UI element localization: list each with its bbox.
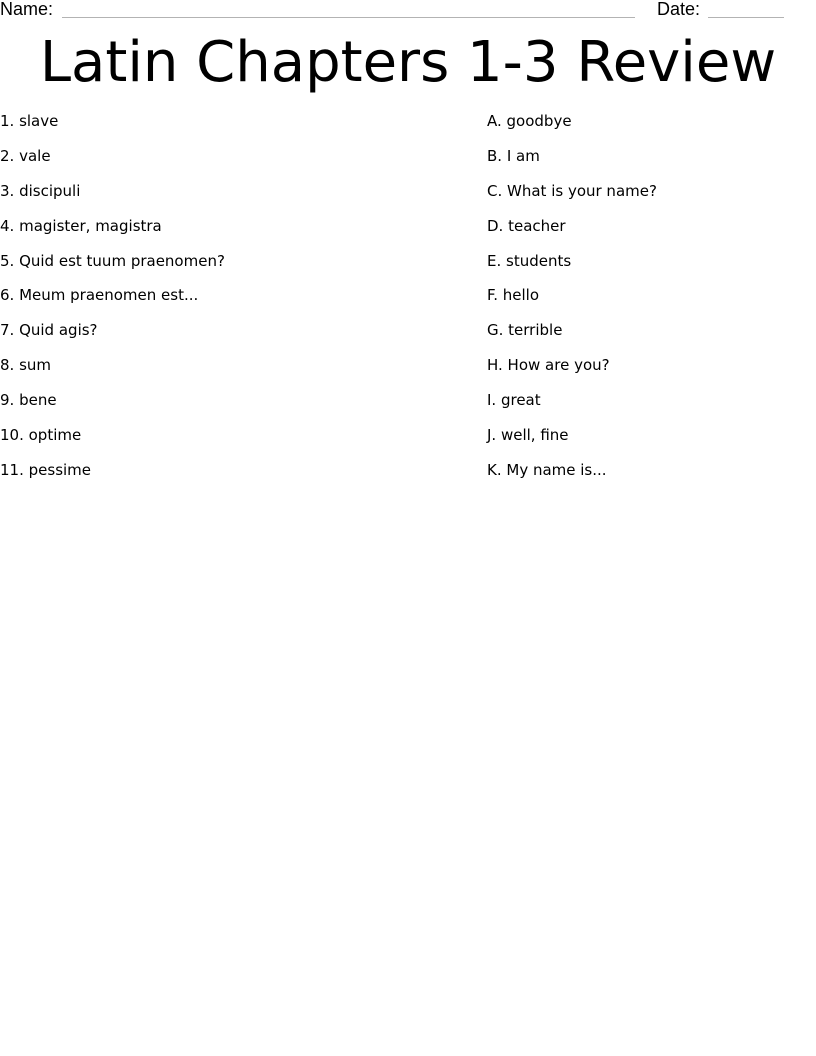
term-item: 3. discipuli [0,181,81,200]
definition-item: H. How are you? [487,356,610,375]
definitions-column [487,109,807,493]
term-item: 10. optime [0,426,82,445]
term-item: 6. Meum praenomen est... [0,286,199,305]
definition-item: J. well, fine [487,426,569,445]
page-title: Latin Chapters 1-3 Review [39,30,777,95]
term-item: 2. vale [0,146,51,165]
name-blank-line[interactable] [62,17,635,18]
definition-item: D. teacher [487,216,566,235]
term-item: 8. sum [0,356,52,375]
name-date-header [0,0,816,22]
term-item: 5. Quid est tuum praenomen? [0,251,225,270]
term-item: 1. slave [0,112,59,130]
term-item: 9. bene [0,391,57,410]
date-label: Date: [657,0,701,19]
date-blank-line[interactable] [708,17,784,18]
definition-item: G. terrible [487,321,563,340]
terms-column [0,109,470,493]
term-item: 4. magister, magistra [0,216,162,235]
definition-item: F. hello [487,286,540,305]
definition-item: A. goodbye [487,112,572,130]
definition-item: B. I am [487,146,540,165]
definition-item: C. What is your name? [487,181,657,200]
definition-item: E. students [487,251,572,270]
term-item: 7. Quid agis? [0,321,98,340]
definition-item: I. great [487,391,541,410]
definition-item: K. My name is... [487,460,607,479]
name-label: Name: [0,0,54,19]
term-item: 11. pessime [0,460,92,479]
